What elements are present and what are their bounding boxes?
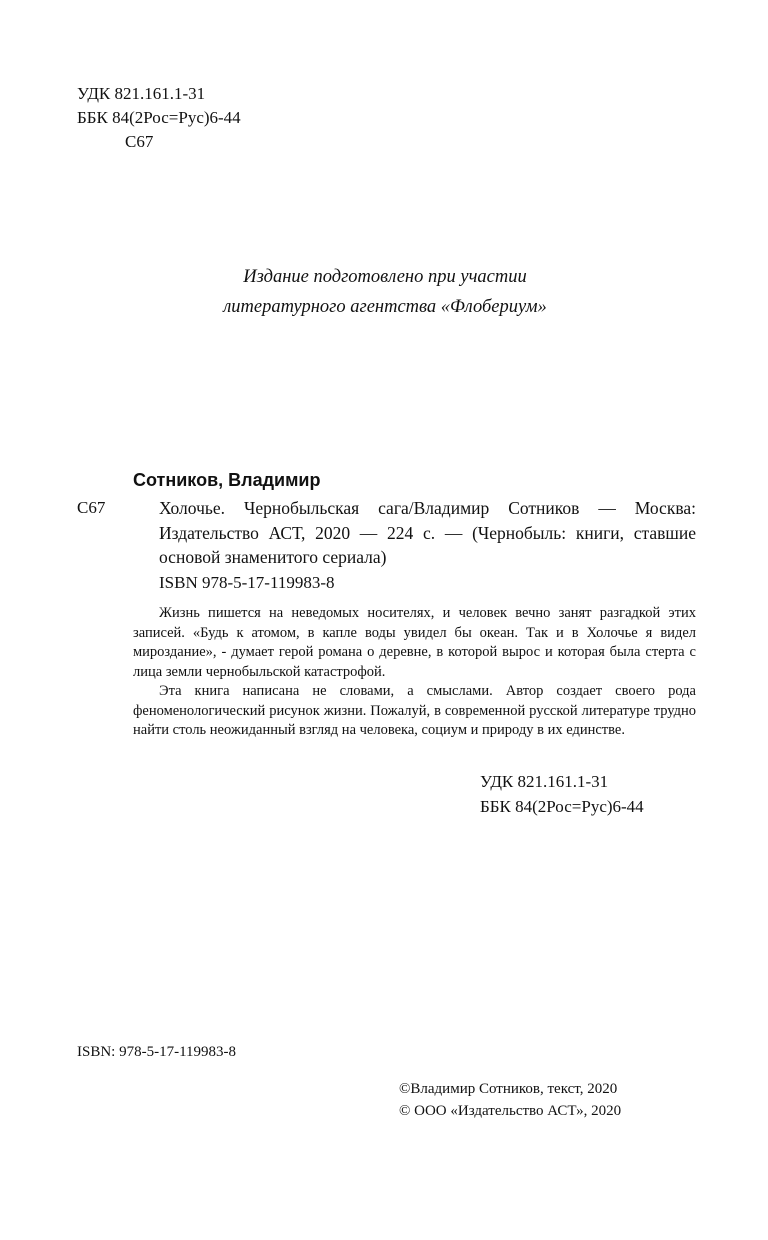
notice-line-2: литературного агентства «Флобериум» — [223, 297, 547, 317]
author-heading: Сотников, Владимир — [133, 470, 321, 490]
author-mark: С67 — [77, 498, 106, 517]
classification-codes-top — [77, 82, 241, 154]
bbk-code-bottom: ББК 84(2Рос=Рус)6-44 — [480, 797, 644, 816]
annotation — [133, 604, 696, 741]
isbn-footer: ISBN: 978-5-17-119983-8 — [77, 1044, 237, 1060]
notice-line-1: Издание подготовлено при участии — [243, 267, 527, 287]
classification-codes-bottom — [480, 769, 644, 819]
publication-notice — [150, 262, 620, 322]
isbn-entry: ISBN 978-5-17-119983-8 — [159, 573, 335, 592]
author-mark-top: С67 — [125, 132, 154, 151]
copyright-block — [399, 1078, 621, 1122]
annotation-paragraph-1: Жизнь пишется на неведомых носителях, и человек вечно занят разгадкой этих записей. «Будь к атомом, в капле воды увидел бы океан. Так и в Холочье я видел мироздание», - думает герой романа о деревне, в которой вырос и которая была стерта с лица земли чернобыльской катастрофой. — [133, 605, 696, 680]
annotation-paragraph-2: Эта книга написана не словами, а смыслами. Автор создает своего рода феноменологический рисунок жизни. Пожалуй, в современной русской литературе трудно найти столь неожиданный взгляд на человека, социум и природу в их единстве. — [133, 683, 696, 738]
udc-code: УДК 821.161.1-31 — [77, 84, 206, 103]
bibliographic-description: Холочье. Чернобыльская сага/Владимир Сотников — Москва: Издательство АСТ, 2020 — 224 с. — (Чернобыль: книги, ставшие основой знаменитого сериала) — [159, 498, 696, 567]
udc-code-bottom: УДК 821.161.1-31 — [480, 772, 609, 791]
bbk-code: ББК 84(2Рос=Рус)6-44 — [77, 108, 241, 127]
copyright-author: ©Владимир Сотников, текст, 2020 — [399, 1081, 618, 1097]
copyright-publisher: © ООО «Издательство АСТ», 2020 — [399, 1103, 622, 1119]
